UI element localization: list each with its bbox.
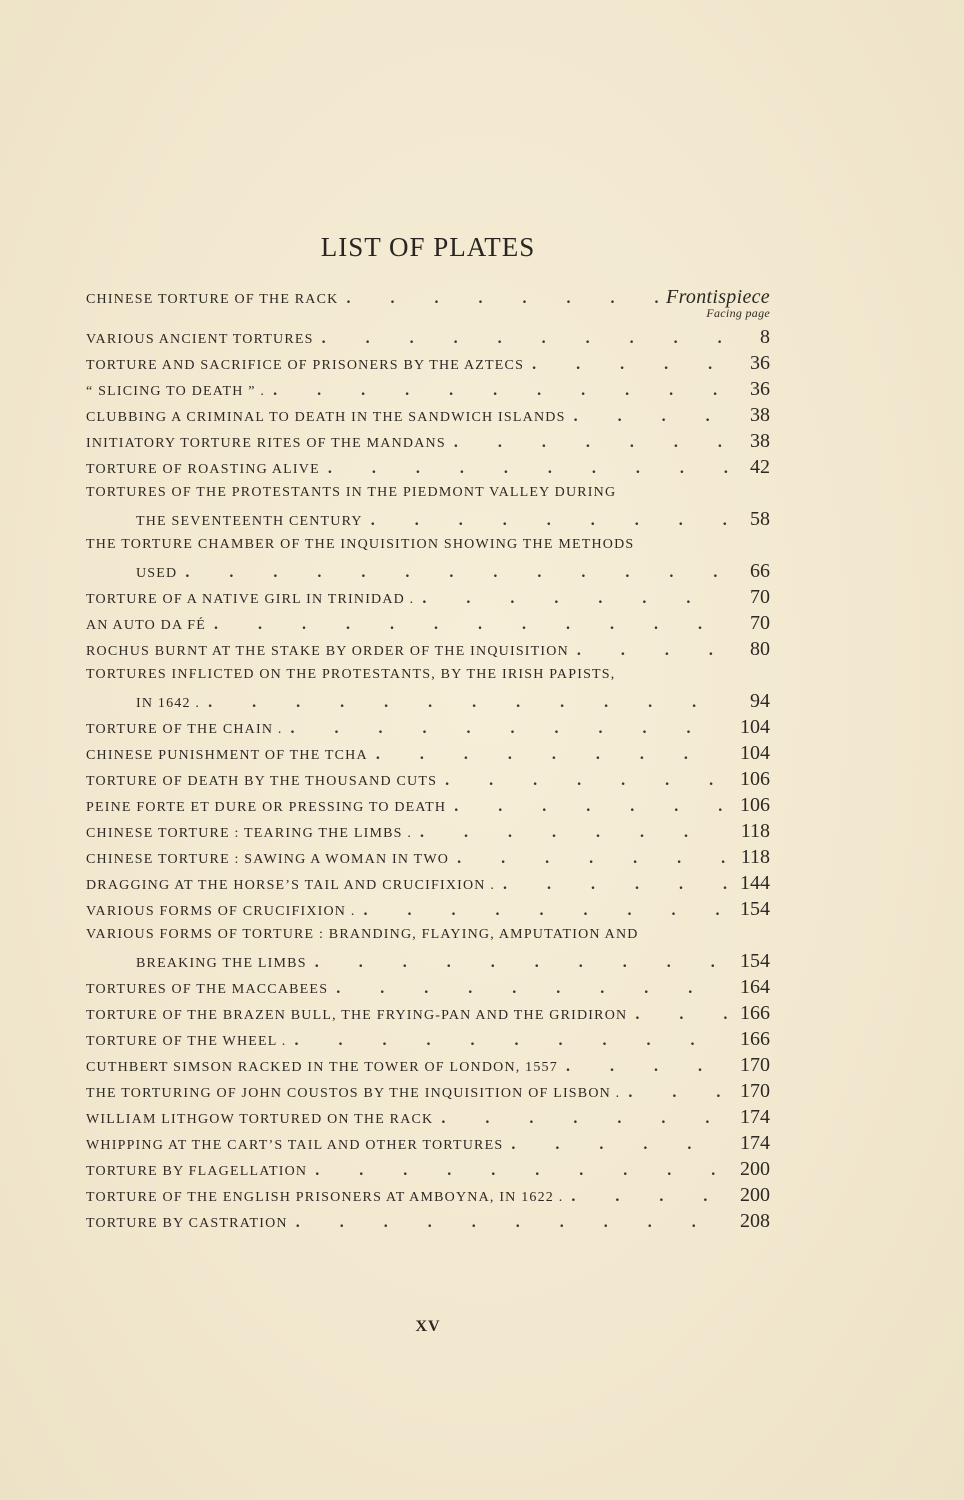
- entry-title: THE SEVENTEENTH CENTURY: [136, 514, 363, 529]
- entry-line: [86, 532, 770, 558]
- plate-entry: [86, 636, 770, 662]
- page-number: 200: [740, 1184, 770, 1206]
- dot-leader: [422, 586, 728, 613]
- page-number: 154: [740, 898, 770, 920]
- entry-title: INITIATORY TORTURE RITES OF THE MANDANS: [86, 436, 446, 451]
- page-title: LIST OF PLATES: [320, 232, 536, 262]
- plate-entry: [86, 350, 770, 376]
- entry-title: BREAKING THE LIMBS: [136, 956, 307, 971]
- entry-line: [86, 610, 770, 636]
- entry-line: [86, 480, 770, 506]
- entry-title: TORTURE OF A NATIVE GIRL IN TRINIDAD .: [86, 592, 415, 607]
- page-number: 170: [740, 1054, 770, 1076]
- frontispiece-label: Frontispiece: [666, 286, 770, 308]
- entry-line: [86, 454, 770, 480]
- plate-entry: [86, 584, 770, 610]
- plate-entry: [86, 974, 770, 1000]
- dot-leader: [635, 1002, 728, 1029]
- plate-entry: [86, 454, 770, 480]
- entry-title: CHINESE TORTURE OF THE RACK: [86, 292, 339, 307]
- entry-line: [86, 714, 770, 740]
- entry-line: [86, 1208, 770, 1234]
- dot-leader: [346, 286, 658, 313]
- page-number: 170: [740, 1080, 770, 1102]
- dot-leader: [566, 1054, 728, 1081]
- entry-line: [86, 558, 770, 584]
- plate-entry: [86, 1078, 770, 1104]
- entry-title: TORTURE OF THE WHEEL .: [86, 1034, 287, 1049]
- entry-line: [86, 324, 770, 350]
- entry-title: PEINE FORTE ET DURE OR PRESSING TO DEATH: [86, 800, 447, 815]
- entry-title: DRAGGING AT THE HORSE’S TAIL AND CRUCIFIXION .: [86, 878, 496, 893]
- dot-leader: [441, 1106, 728, 1133]
- plate-entry: [86, 870, 770, 896]
- plate-entry: [86, 402, 770, 428]
- plate-entry: [86, 428, 770, 454]
- dot-leader: [322, 326, 728, 353]
- page-number: 94: [750, 690, 770, 712]
- page-number: 200: [740, 1158, 770, 1180]
- plate-entry: [86, 376, 770, 402]
- entry-line: [86, 922, 770, 948]
- dot-leader: [503, 872, 728, 899]
- entry-title: TORTURE AND SACRIFICE OF PRISONERS BY THE AZTECS: [86, 358, 525, 373]
- plate-entry: [86, 1000, 770, 1026]
- entry-list: [86, 324, 770, 1234]
- dot-leader: [214, 612, 728, 639]
- plate-entry: [86, 766, 770, 792]
- entry-title: TORTURE OF THE BRAZEN BULL, THE FRYING-PAN AND THE GRIDIRON: [86, 1008, 628, 1023]
- dot-leader: [296, 1210, 728, 1237]
- entry-line: [86, 818, 770, 844]
- dot-leader: [315, 950, 728, 977]
- dot-leader: [273, 378, 728, 405]
- dot-leader: [532, 352, 728, 379]
- entry-line: [86, 1026, 770, 1052]
- page-number: 36: [750, 352, 770, 374]
- plate-entry: [86, 1182, 770, 1208]
- entry-line: [86, 870, 770, 896]
- entry-line: [86, 350, 770, 376]
- dot-leader: [454, 430, 728, 457]
- entry-line: [86, 402, 770, 428]
- page-number: 80: [750, 638, 770, 660]
- plate-entry: [86, 792, 770, 818]
- entry-title: TORTURE OF ROASTING ALIVE: [86, 462, 320, 477]
- entry-line: [86, 376, 770, 402]
- entry-title: USED: [136, 566, 178, 581]
- entry-title: TORTURE OF THE ENGLISH PRISONERS AT AMBOYNA, IN 1622 .: [86, 1190, 564, 1205]
- page-number: 154: [740, 950, 770, 972]
- page-number: 42: [750, 456, 770, 478]
- plate-entry: [86, 740, 770, 766]
- frontispiece-entry: [86, 284, 770, 310]
- entry-line: [86, 1078, 770, 1104]
- entry-line: [86, 740, 770, 766]
- facing-page-label: Facing page: [706, 306, 770, 320]
- entry-line: [86, 1130, 770, 1156]
- entry-title: TORTURES OF THE PROTESTANTS IN THE PIEDMONT VALLEY DURING: [86, 485, 617, 500]
- dot-leader: [511, 1132, 728, 1159]
- dot-leader: [328, 456, 728, 483]
- entry-title: ROCHUS BURNT AT THE STAKE BY ORDER OF THE INQUISITION: [86, 644, 569, 659]
- page-number: 166: [740, 1028, 770, 1050]
- page-number: 166: [740, 1002, 770, 1024]
- plate-entry: [86, 1104, 770, 1130]
- plate-entry: [86, 844, 770, 870]
- plate-entry: [86, 896, 770, 922]
- entry-line: [86, 1182, 770, 1208]
- entry-title: TORTURE BY FLAGELLATION: [86, 1164, 308, 1179]
- entry-title: CUTHBERT SIMSON RACKED IN THE TOWER OF LONDON, 1557: [86, 1060, 558, 1075]
- entry-title: CHINESE PUNISHMENT OF THE TCHA: [86, 748, 368, 763]
- page-number: 38: [750, 430, 770, 452]
- dot-leader: [571, 1184, 728, 1211]
- page-number: 174: [740, 1132, 770, 1154]
- page-number: 106: [740, 794, 770, 816]
- entry-title: WHIPPING AT THE CART’S TAIL AND OTHER TORTURES: [86, 1138, 504, 1153]
- dot-leader: [336, 976, 728, 1003]
- plate-entry: [86, 324, 770, 350]
- page-number: 36: [750, 378, 770, 400]
- page-number: 8: [760, 326, 770, 348]
- dot-leader: [457, 846, 728, 873]
- page-number: 174: [740, 1106, 770, 1128]
- entry-line: [86, 792, 770, 818]
- plate-entry: [86, 1052, 770, 1078]
- page-number: 104: [740, 716, 770, 738]
- page-number: 70: [750, 612, 770, 634]
- plate-entry: [86, 1026, 770, 1052]
- entry-line: [86, 284, 770, 310]
- plate-entry: [86, 714, 770, 740]
- page-number: 66: [750, 560, 770, 582]
- entry-line: [86, 428, 770, 454]
- entry-line: [86, 688, 770, 714]
- dot-leader: [454, 794, 728, 821]
- entry-title: WILLIAM LITHGOW TORTURED ON THE RACK: [86, 1112, 434, 1127]
- plate-entry: [86, 1130, 770, 1156]
- plate-entry: [86, 1208, 770, 1234]
- entry-title: CHINESE TORTURE : SAWING A WOMAN IN TWO: [86, 852, 450, 867]
- entry-line: [86, 1000, 770, 1026]
- entry-title: TORTURE OF DEATH BY THE THOUSAND CUTS: [86, 774, 438, 789]
- entry-title: THE TORTURE CHAMBER OF THE INQUISITION SHOWING THE METHODS: [86, 537, 635, 552]
- dot-leader: [574, 404, 728, 431]
- entry-line: [86, 1052, 770, 1078]
- entry-line: [86, 636, 770, 662]
- entry-title: AN AUTO DA FÉ: [86, 618, 206, 633]
- entry-line: [86, 974, 770, 1000]
- dot-leader: [420, 820, 728, 847]
- page-number: 70: [750, 586, 770, 608]
- page-number: 58: [750, 508, 770, 530]
- entry-title: TORTURE BY CASTRATION: [86, 1216, 288, 1231]
- dot-leader: [577, 638, 728, 665]
- page-number: 208: [740, 1210, 770, 1232]
- plate-entry: [86, 662, 770, 714]
- plate-entry: [86, 922, 770, 974]
- entry-line: [86, 506, 770, 532]
- entry-title: VARIOUS FORMS OF CRUCIFIXION .: [86, 904, 356, 919]
- entry-line: [86, 844, 770, 870]
- page-number: 38: [750, 404, 770, 426]
- entry-line: [86, 896, 770, 922]
- dot-leader: [294, 1028, 728, 1055]
- plate-entry: [86, 1156, 770, 1182]
- entry-title: TORTURES OF THE MACCABEES: [86, 982, 329, 997]
- entry-title: VARIOUS FORMS OF TORTURE : BRANDING, FLAYING, AMPUTATION AND: [86, 927, 639, 942]
- entry-line: [86, 662, 770, 688]
- entry-title: TORTURES INFLICTED ON THE PROTESTANTS, BY THE IRISH PAPISTS,: [86, 667, 616, 682]
- entry-line: [86, 766, 770, 792]
- entry-title: CLUBBING A CRIMINAL TO DEATH IN THE SANDWICH ISLANDS: [86, 410, 566, 425]
- page-folio: XV: [415, 1318, 441, 1335]
- dot-leader: [208, 690, 728, 717]
- plate-entry: [86, 480, 770, 532]
- entry-line: [86, 948, 770, 974]
- plate-entry: [86, 610, 770, 636]
- page-number: 104: [740, 742, 770, 764]
- entry-title: IN 1642 .: [136, 696, 201, 711]
- entry-title: THE TORTURING OF JOHN COUSTOS BY THE INQUISITION OF LISBON .: [86, 1086, 621, 1101]
- entry-title: “ SLICING TO DEATH ” .: [86, 384, 266, 399]
- entry-line: [86, 1104, 770, 1130]
- page-number: 118: [740, 846, 770, 868]
- entry-title: VARIOUS ANCIENT TORTURES: [86, 332, 314, 347]
- dot-leader: [291, 716, 728, 743]
- plates-list: [86, 284, 770, 1234]
- page-number: 164: [740, 976, 770, 998]
- page-number: 106: [740, 768, 770, 790]
- entry-line: [86, 1156, 770, 1182]
- page-number: 118: [740, 820, 770, 842]
- dot-leader: [315, 1158, 728, 1185]
- entry-title: CHINESE TORTURE : TEARING THE LIMBS .: [86, 826, 413, 841]
- page-number: 144: [740, 872, 770, 894]
- dot-leader: [185, 560, 728, 587]
- dot-leader: [445, 768, 728, 795]
- dot-leader: [628, 1080, 728, 1107]
- entry-line: [86, 584, 770, 610]
- entry-title: TORTURE OF THE CHAIN .: [86, 722, 283, 737]
- dot-leader: [376, 742, 728, 769]
- plate-entry: [86, 818, 770, 844]
- dot-leader: [364, 898, 728, 925]
- plate-entry: [86, 532, 770, 584]
- dot-leader: [371, 508, 728, 535]
